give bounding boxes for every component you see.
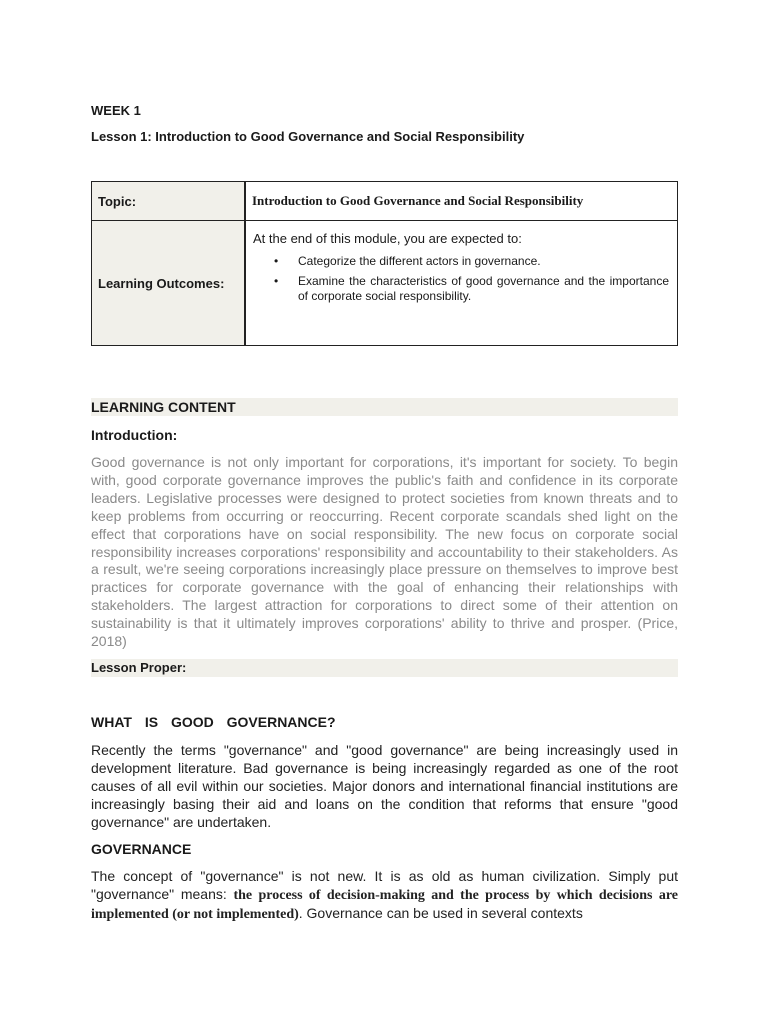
outcomes-intro: At the end of this module, you are expected to: xyxy=(253,231,522,246)
list-item xyxy=(253,254,669,269)
learning-content-heading: LEARNING CONTENT xyxy=(91,398,678,416)
bullet-icon: • xyxy=(274,274,279,288)
introduction-paragraph: Good governance is not only important for corporations, it's important for society. To begin with, good corporate governance improves the public's faith and confidence in its corporate leaders. Legislative processes were designed to protect societies from known threats and to keep problems from occurring or reoccurring. Recent corporate scandals shed light on the effect that corporations have on social responsibility. The new focus on corporate social responsibility increases corporations' responsibility and accountability to their stakeholders. As a result, we're seeing corporations increasingly place pressure on themselves to improve best practices for corporate governance with the goal of enhancing their relationships with stakeholders. The largest attraction for corporations to direct some of their attention on sustainability is that it ultimately improves corporations' ability to thrive and prosper. (Price, 2018) xyxy=(91,454,678,650)
topic-row xyxy=(92,182,678,221)
introduction-heading: Introduction: xyxy=(91,427,178,443)
concept-text-end: . Governance can be used in several contexts xyxy=(298,904,583,921)
concept-definition: the process of decision-making and the process by which decisions are implemented (or not implemented) xyxy=(91,887,679,922)
outcomes-label: Learning Outcomes: xyxy=(92,221,246,346)
outcome-text: Categorize the different actors in governance. xyxy=(298,254,541,268)
outcome-text: Examine the characteristics of good governance and the importance of corporate social responsibility. xyxy=(298,274,669,303)
topic-label: Topic: xyxy=(92,182,246,221)
recent-terms-paragraph: Recently the terms "governance" and "good governance" are being increasingly used in development literature. Bad governance is being increasingly regarded as one of the root causes of all evil within our societies. Major donors and international financial institutions are increasingly basing their aid and loans on the condition that reforms that ensure "good governance" are undertaken. xyxy=(91,742,678,830)
topic-value: Introduction to Good Governance and Social Responsibility xyxy=(245,182,678,221)
outcomes-list xyxy=(253,254,669,304)
outcomes-row xyxy=(92,221,678,346)
list-item xyxy=(253,274,669,304)
lesson-proper-heading: Lesson Proper: xyxy=(91,659,678,677)
topic-table xyxy=(91,181,678,346)
what-is-good-governance-heading: WHAT IS GOOD GOVERNANCE? xyxy=(91,714,336,730)
outcomes-cell xyxy=(245,221,678,346)
bullet-icon: • xyxy=(274,254,279,268)
governance-concept-paragraph xyxy=(91,868,678,924)
concept-text-start: The concept of "governance" is not new. It is as old as human civilization. Simply put "governance" means: xyxy=(91,868,678,902)
lesson-title: Lesson 1: Introduction to Good Governance and Social Responsibility xyxy=(91,129,525,144)
governance-heading: GOVERNANCE xyxy=(91,841,192,857)
week-label: WEEK 1 xyxy=(91,103,141,118)
